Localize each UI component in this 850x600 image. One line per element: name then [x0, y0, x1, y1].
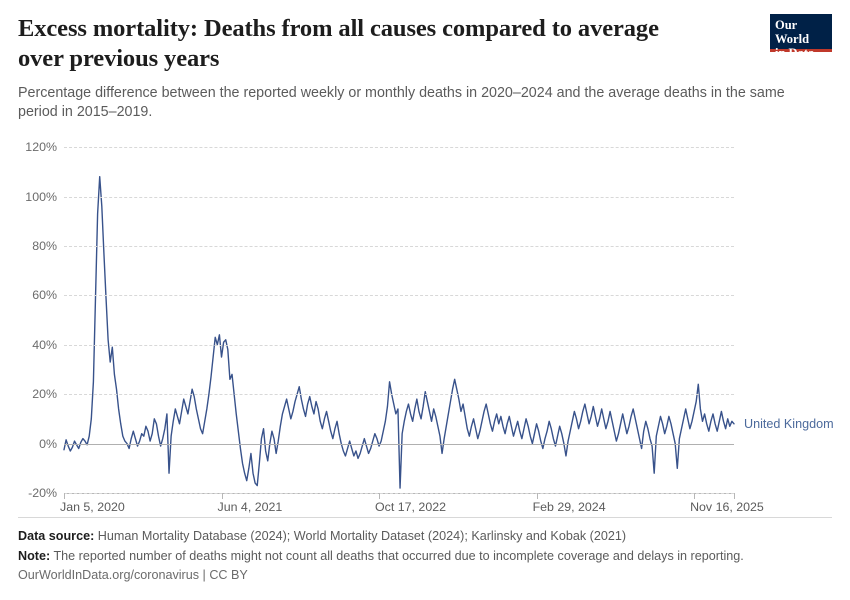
y-axis-tick-label: 40%: [32, 337, 57, 352]
x-axis-tick: [694, 493, 695, 499]
y-axis-tick-label: 60%: [32, 288, 57, 303]
gridline: [64, 147, 734, 148]
x-axis-tick: [64, 493, 65, 499]
x-axis-tick: [222, 493, 223, 499]
y-axis-tick-label: -20%: [28, 486, 57, 501]
x-axis-tick: [537, 493, 538, 499]
logo-line-1: Our World: [775, 18, 810, 46]
x-axis-tick-label: Feb 29, 2024: [532, 500, 606, 515]
x-axis-tick-label: Nov 16, 2025: [690, 500, 764, 515]
footer-source: [18, 527, 832, 547]
series-label-united-kingdom[interactable]: United Kingdom: [744, 416, 834, 431]
gridline: [64, 394, 734, 395]
gridline: [64, 246, 734, 247]
y-axis-tick-label: 20%: [32, 387, 57, 402]
y-axis-tick-label: 100%: [25, 189, 57, 204]
page-title: Excess mortality: Deaths from all causes compared to average over previous years: [18, 15, 659, 72]
gridline: [64, 345, 734, 346]
gridline: [64, 295, 734, 296]
footer-note: [18, 547, 832, 567]
chart-header: [18, 14, 832, 123]
footer-source-label: Data source:: [18, 529, 95, 544]
x-axis-tick-label: Jun 4, 2021: [217, 500, 283, 515]
y-axis-tick-label: 120%: [25, 140, 57, 155]
plot-region[interactable]: [25, 140, 834, 515]
page-subtitle: Percentage difference between the reported weekly or monthly deaths in 2020–2024 and the average deaths in the same period in 2015–2019.: [18, 84, 785, 121]
y-axis-tick-label: 80%: [32, 239, 57, 254]
gridline: [64, 444, 734, 445]
footer-license: OurWorldInData.org/coronavirus | CC BY: [18, 568, 248, 583]
footer-note-text: The reported number of deaths might not count all deaths that occurred due to incomplete coverage and delays in reporting.: [53, 548, 744, 563]
gridline: [64, 197, 734, 198]
chart-area: [18, 139, 832, 519]
footer-note-label: Note:: [18, 548, 51, 563]
chart-footer: [18, 517, 832, 586]
series-line-united-kingdom: [64, 147, 734, 493]
x-axis-tick: [379, 493, 380, 499]
x-axis-tick: [734, 493, 735, 499]
y-axis-tick-label: 0%: [39, 436, 57, 451]
logo-line-2: in Data: [775, 46, 815, 60]
gridline: [64, 493, 734, 494]
x-axis-tick-label: Oct 17, 2022: [375, 500, 446, 515]
footer-source-text: Human Mortality Database (2024); World Mortality Dataset (2024); Karlinsky and Kobak (2021): [97, 529, 627, 544]
x-axis-tick-label: Jan 5, 2020: [60, 500, 125, 515]
owid-logo[interactable]: [770, 14, 832, 60]
